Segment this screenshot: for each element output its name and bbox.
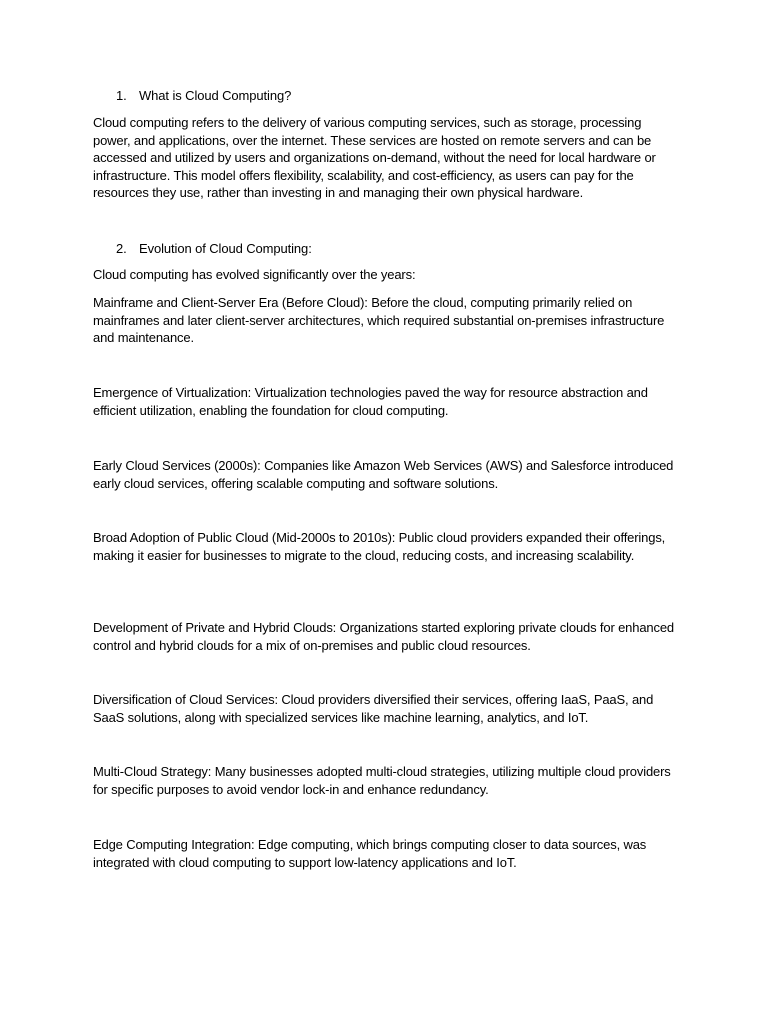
- evolution-item-multi-cloud: Multi-Cloud Strategy: Many businesses adopted multi-cloud strategies, utilizing multiple cloud providers for specific purposes to avoid vendor lock-in and enhance redundancy.: [93, 764, 671, 797]
- evolution-item-early-cloud: Early Cloud Services (2000s): Companies like Amazon Web Services (AWS) and Salesforce introduced early cloud services, offering scalable computing and software solutions.: [93, 458, 674, 491]
- section-1-paragraph: Cloud computing refers to the delivery of various computing services, such as storage, processing power, and applications, over the internet. These services are hosted on remote servers and can be accessed and utilized by users and organizations on-demand, without the need for local hardware or infrastructure. This model offers flexibility, scalability, and cost-efficiency, as users can pay for the resources they use, rather than investing in and managing their own physical hardware.: [93, 115, 656, 201]
- evolution-item-mainframe: Mainframe and Client-Server Era (Before Cloud): Before the cloud, computing primarily relied on mainframes and later client-server architectures, which required substantial on-premises infrastructure and maintenance.: [93, 295, 665, 346]
- evolution-item-edge: Edge Computing Integration: Edge computing, which brings computing closer to data sources, was integrated with cloud computing to support low-latency applications and IoT.: [93, 837, 647, 870]
- section-2-heading: [116, 240, 312, 257]
- section-1-heading: [116, 87, 291, 104]
- evolution-item-virtualization: Emergence of Virtualization: Virtualization technologies paved the way for resource abstraction and efficient utilization, enabling the foundation for cloud computing.: [93, 385, 648, 418]
- section-1-number: 1.: [116, 88, 127, 103]
- section-2-title: Evolution of Cloud Computing:: [139, 241, 312, 256]
- section-1-title: What is Cloud Computing?: [139, 88, 292, 103]
- evolution-item-private-hybrid: Development of Private and Hybrid Clouds: Organizations started exploring private clouds for enhanced control and hybrid clouds for a mix of on-premises and public cloud resources.: [93, 620, 675, 653]
- section-2-number: 2.: [116, 241, 127, 256]
- evolution-item-diversification: Diversification of Cloud Services: Cloud providers diversified their services, offering IaaS, PaaS, and SaaS solutions, along with specialized services like machine learning, analytics, and IoT.: [93, 692, 654, 725]
- section-2-intro: Cloud computing has evolved significantly over the years:: [93, 267, 416, 282]
- evolution-item-public-cloud: Broad Adoption of Public Cloud (Mid-2000s to 2010s): Public cloud providers expanded their offerings, making it easier for businesses to migrate to the cloud, reducing costs, and increasing scalability.: [93, 530, 666, 563]
